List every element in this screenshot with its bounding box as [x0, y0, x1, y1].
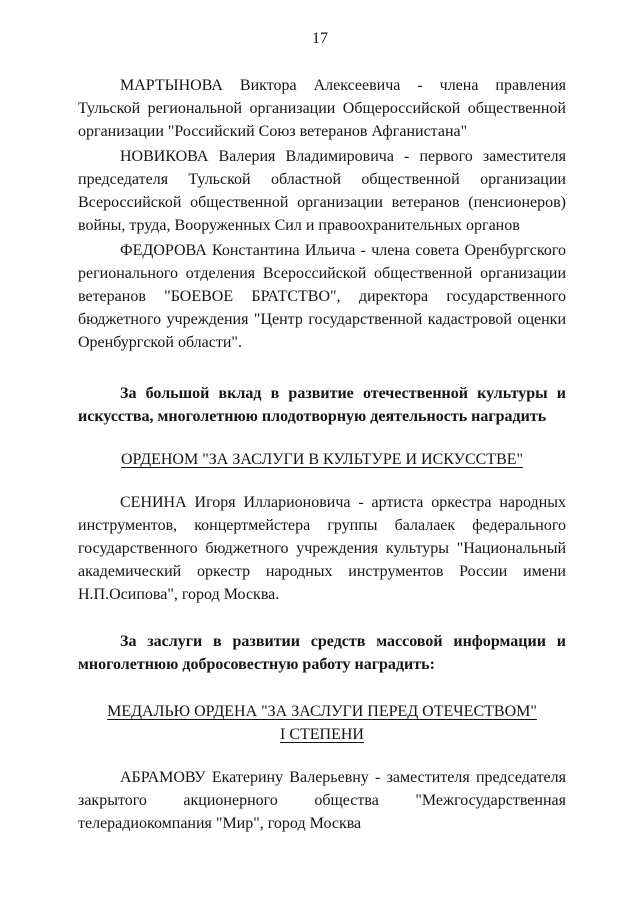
spacer — [78, 746, 566, 766]
award-recipient-martynov: МАРТЫНОВА Виктора Алексеевича - члена правления Тульской региональной организации Общероссийской общественной организации "Российский Союз ветеранов Афганистана" — [78, 77, 566, 140]
spacer — [78, 354, 566, 382]
document-body — [78, 74, 566, 835]
award-intro-media: За заслуги в развитии средств массовой информации и многолетнюю добросовестную работу наградить: — [78, 633, 566, 673]
award-recipient-senin: СЕНИНА Игоря Илларионовича - артиста оркестра народных инструментов, концертмейстера группы балалаек федерального государственного бюджетного учреждения культуры "Национальный академический оркестр народных инструментов России имени Н.П.Осипова", город Москва. — [78, 494, 566, 603]
award-recipient-novikov: НОВИКОВА Валерия Владимировича - первого заместителя председателя Тульской областной общественной организации Всероссийской общественной организации ветеранов (пенсионеров) войны, труда, Вооруженных Сил и правоохранительных органов — [78, 148, 566, 234]
award-heading-medal-line1: МЕДАЛЬЮ ОРДЕНА "ЗА ЗАСЛУГИ ПЕРЕД ОТЕЧЕСТВОМ" — [107, 703, 537, 720]
award-recipient-abramova: АБРАМОВУ Екатерину Валерьевну - заместителя председателя закрытого акционерного общества "Межгосударственная телерадиокомпания "Мир", город Москва — [78, 769, 566, 832]
award-heading-medal-line2: I СТЕПЕНИ — [280, 726, 364, 743]
award-heading-culture-order: ОРДЕНОМ "ЗА ЗАСЛУГИ В КУЛЬТУРЕ И ИСКУССТВЕ" — [120, 451, 524, 468]
spacer — [78, 428, 566, 448]
page-number: 17 — [312, 30, 328, 47]
spacer — [78, 471, 566, 491]
award-recipient-fedorov: ФЕДОРОВА Константина Ильича - члена совета Оренбургского регионального отделения Всероссийской общественной организации ветеранов "БОЕВОЕ БРАТСТВО", директора государственного бюджетного учреждения "Центр государственной кадастровой оценки Оренбургской области". — [78, 242, 566, 351]
spacer — [78, 676, 566, 700]
spacer — [78, 606, 566, 630]
award-intro-culture: За большой вклад в развитие отечественной культуры и искусства, многолетнюю плодотворную деятельность наградить — [78, 385, 566, 425]
